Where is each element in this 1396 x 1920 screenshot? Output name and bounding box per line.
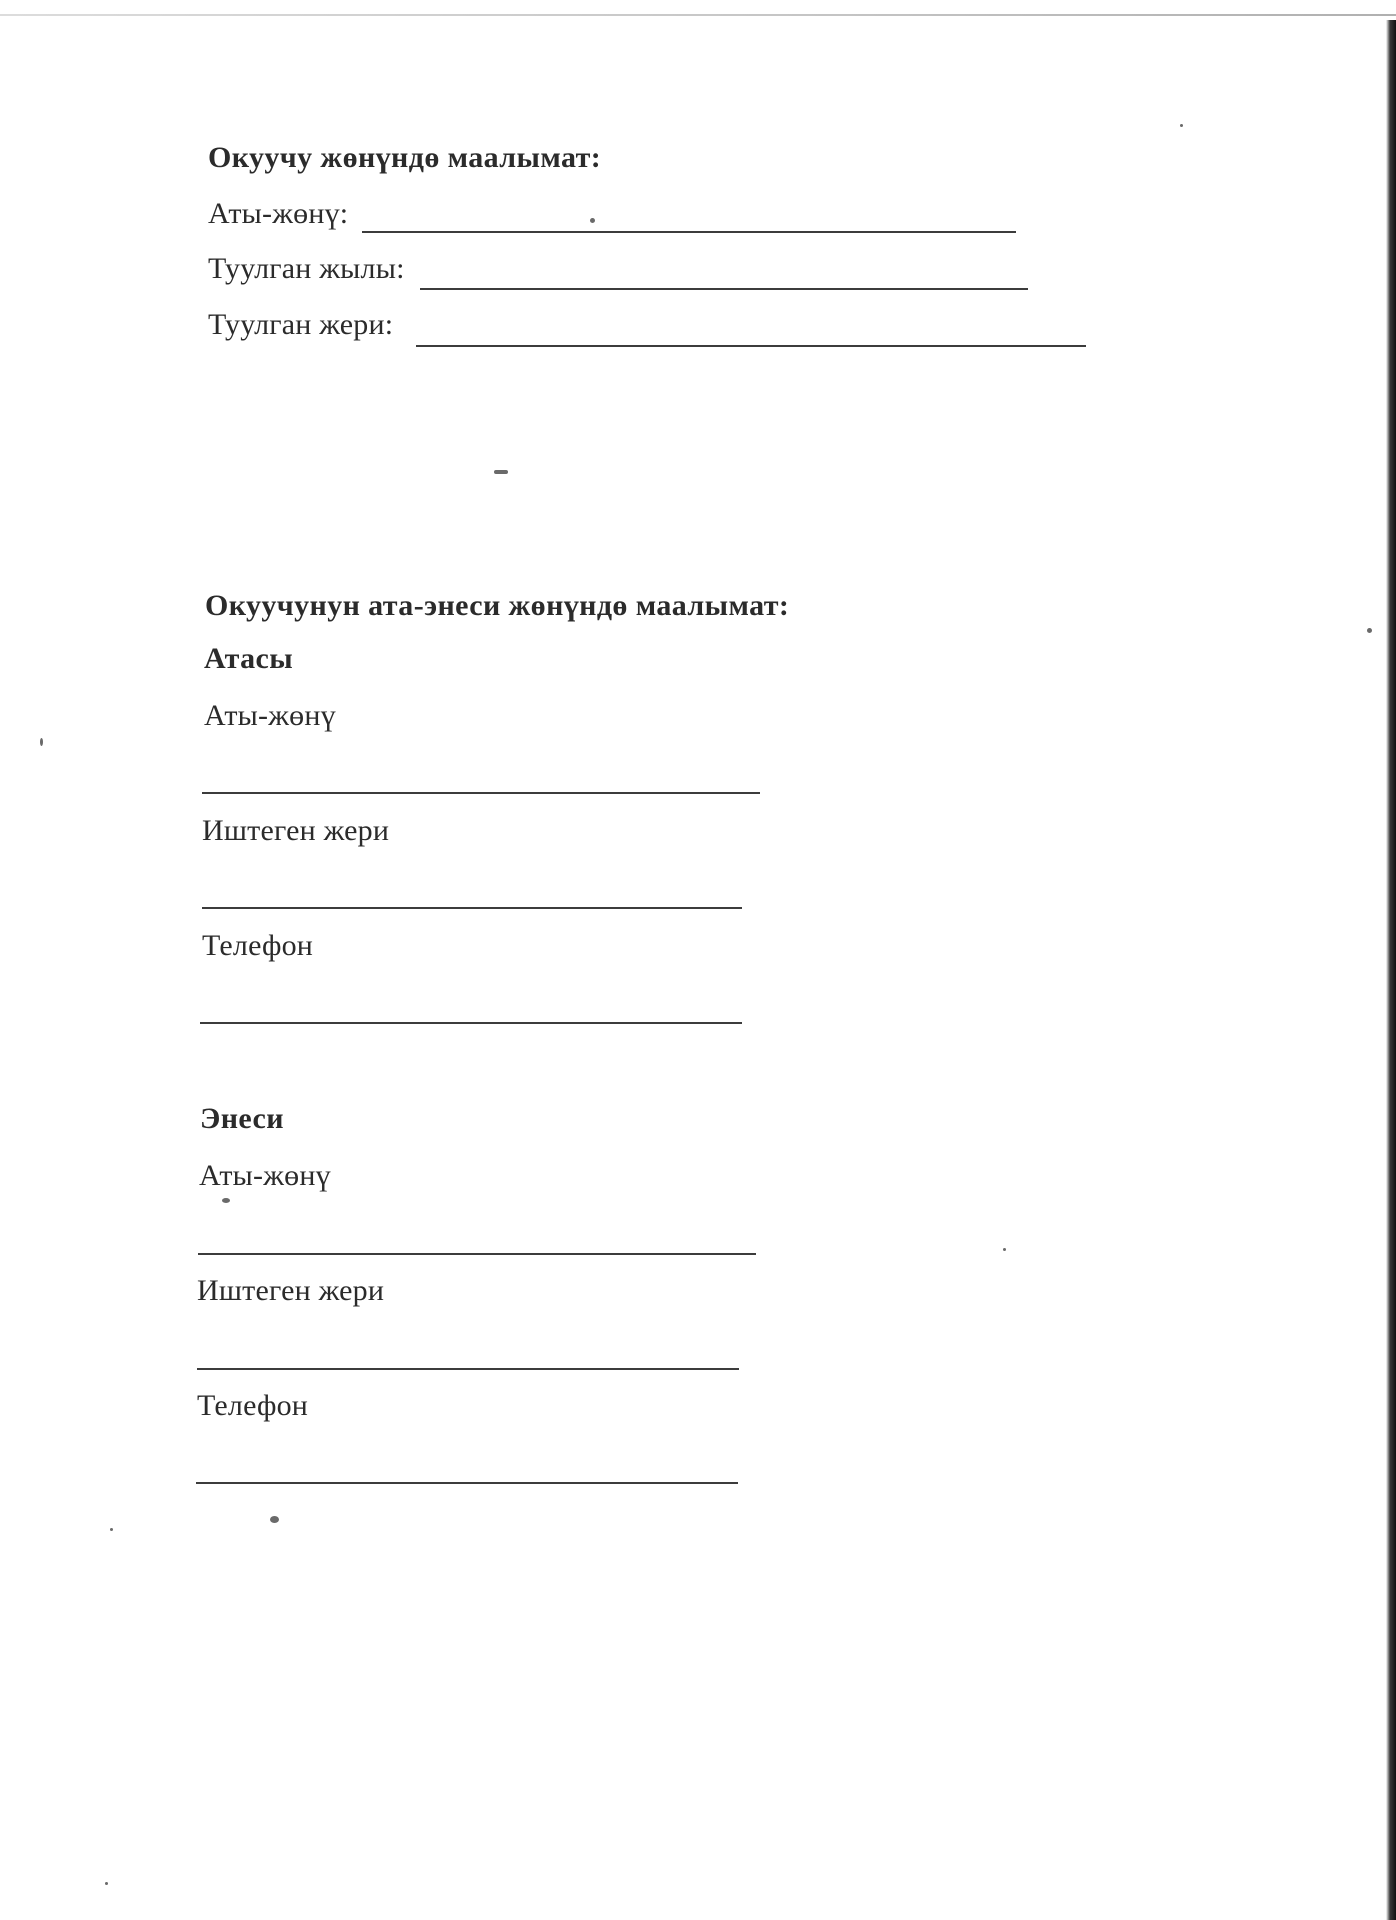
mother-workplace-field[interactable]: [197, 1368, 739, 1370]
father-workplace-field[interactable]: [202, 907, 742, 909]
mother-phone-field[interactable]: [196, 1482, 738, 1484]
student-birthplace-label: Туулган жери:: [208, 308, 394, 341]
father-name-field[interactable]: [202, 792, 760, 794]
father-name-label: Аты-жөнү: [204, 699, 336, 732]
scan-speck: [1180, 124, 1183, 127]
parents-info-heading: Окуучунун ата-энеси жөнүндө маалымат:: [205, 589, 790, 622]
scan-speck: [40, 738, 43, 746]
father-phone-label: Телефон: [202, 929, 314, 962]
student-birth-year-field[interactable]: [420, 288, 1028, 290]
student-birth-year-label: Туулган жылы:: [208, 252, 405, 285]
student-name-label: Аты-жөнү:: [208, 197, 349, 230]
father-phone-field[interactable]: [200, 1022, 742, 1024]
scan-speck: [494, 470, 508, 474]
scan-right-edge: [1386, 20, 1396, 1920]
mother-workplace-label: Иштеген жери: [197, 1274, 385, 1307]
mother-name-field[interactable]: [198, 1253, 756, 1255]
mother-title: Энеси: [200, 1102, 284, 1135]
scan-top-edge: [0, 14, 1396, 16]
mother-name-label: Аты-жөнү: [199, 1159, 331, 1192]
scan-speck: [222, 1198, 230, 1203]
scan-speck: [270, 1516, 279, 1523]
student-name-field[interactable]: [362, 231, 1016, 233]
student-birthplace-field[interactable]: [416, 345, 1086, 347]
scan-speck: [1003, 1248, 1006, 1251]
father-title: Атасы: [204, 642, 294, 675]
scan-speck: [590, 218, 595, 223]
scan-speck: [1367, 628, 1372, 633]
father-workplace-label: Иштеген жери: [202, 814, 390, 847]
student-info-heading: Окуучу жөнүндө маалымат:: [208, 141, 602, 174]
scan-speck: [105, 1882, 108, 1885]
scan-speck: [110, 1528, 113, 1531]
mother-phone-label: Телефон: [197, 1389, 309, 1422]
